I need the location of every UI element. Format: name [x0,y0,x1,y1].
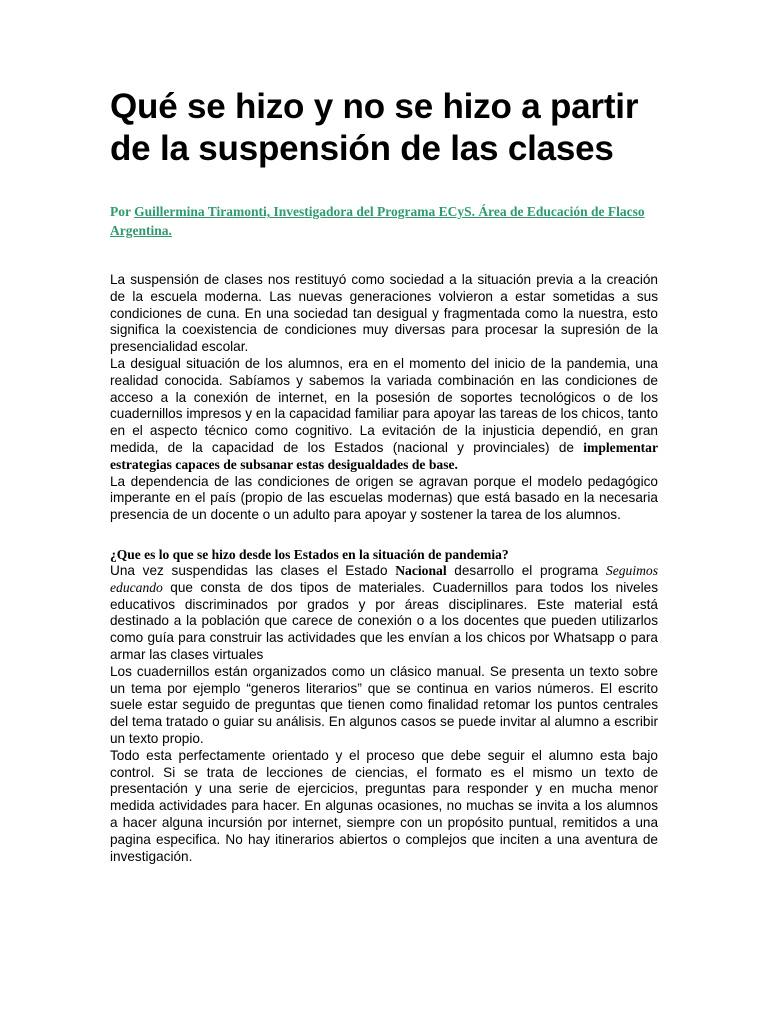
paragraph-3: La dependencia de las condiciones de origen se agravan porque el modelo pedagógico imperante en el país (propio de las escuelas modernas) que está basado en la necesaria presencia de un docente o un adulto para apoyar y sostener la tarea de los alumnos. [110,473,658,523]
article-title: Qué se hizo y no se hizo a partir de la suspensión de las clases [110,87,639,168]
byline [110,202,658,240]
paragraph-2 [110,356,658,474]
paragraph-4-text-a: Una vez suspendidas las clases el Estado [110,562,396,578]
author-link[interactable]: Guillermina Tiramonti, Investigadora del Programa ECyS. Área de Educación de Flacso Argentina. [110,204,645,238]
paragraph-6: Todo esta perfectamente orientado y el proceso que debe seguir el alumno esta bajo control. Si se trata de lecciones de ciencias, el formato es el mismo un texto de presentación y una serie de ejercicios, preguntas para responder y en mucha menor medida actividades para hacer. En algunas ocasiones, no muchas se invita a los alumnos a hacer alguna incursión por internet, siempre con un propósito puntual, remitidos a una pagina especifica. No hay itinerarios abiertos o complejos que inciten a una aventura de investigación. [110,747,658,864]
document-page [110,86,658,865]
paragraph-4-text-b: desarrollo el programa [446,562,606,578]
paragraph-4-bold: Nacional [395,562,447,578]
program-name: Seguimos educando [110,562,659,595]
byline-prefix: Por [110,204,135,219]
paragraph-2-text: La desigual situación de los alumnos, era en el momento del inicio de la pandemia, una realidad conocida. Sabíamos y sabemos la variada combinación en las condiciones de acceso a la conexión de internet, en la posesión de soportes tecnológicos o de los cuadernillos impresos y en la capacidad familiar para apoyar las tareas de los chicos, tanto en el aspecto técnico como cognitivo. La evitación de la injusticia dependió, en gran medida, de la capacidad de los Estados (nacional y provinciales) de [110,355,658,455]
paragraph-4-text-c: que consta de dos tipos de materiales. Cuadernillos para todos los niveles educativos discriminados por grados y por áreas disciplinares. Este material está destinado a la población que carece de conexión o a los docentes que pueden utilizarlos como guía para construir las actividades que les envían a los chicos por Whatsapp o para armar las clases virtuales [110,579,658,662]
paragraph-2-emphasis: implementar estrategias capaces de subsanar estas desigualdades de base. [110,439,658,472]
paragraph-1: La suspensión de clases nos restituyó como sociedad a la situación previa a la creación de la escuela moderna. Las nuevas generaciones volvieron a estar sometidas a sus condiciones de cuna. En una sociedad tan desigual y fragmentada como la nuestra, esto significa la coexistencia de condiciones muy diversas para procesar la supresión de la presencialidad escolar. [110,272,658,355]
paragraph-4 [110,563,658,664]
paragraph-5: Los cuadernillos están organizados como un clásico manual. Se presenta un texto sobre un tema por ejemplo “generos literarios” que se continua en varios números. El escrito suele estar seguido de preguntas que tienen como finalidad retomar los puntos centrales del tema tratado o guiar su análisis. En algunos casos se puede invitar al alumno a escribir un texto propio. [110,663,658,746]
section-heading: ¿Que es lo que se hizo desde los Estados en la situación de pandemia? [110,546,509,562]
